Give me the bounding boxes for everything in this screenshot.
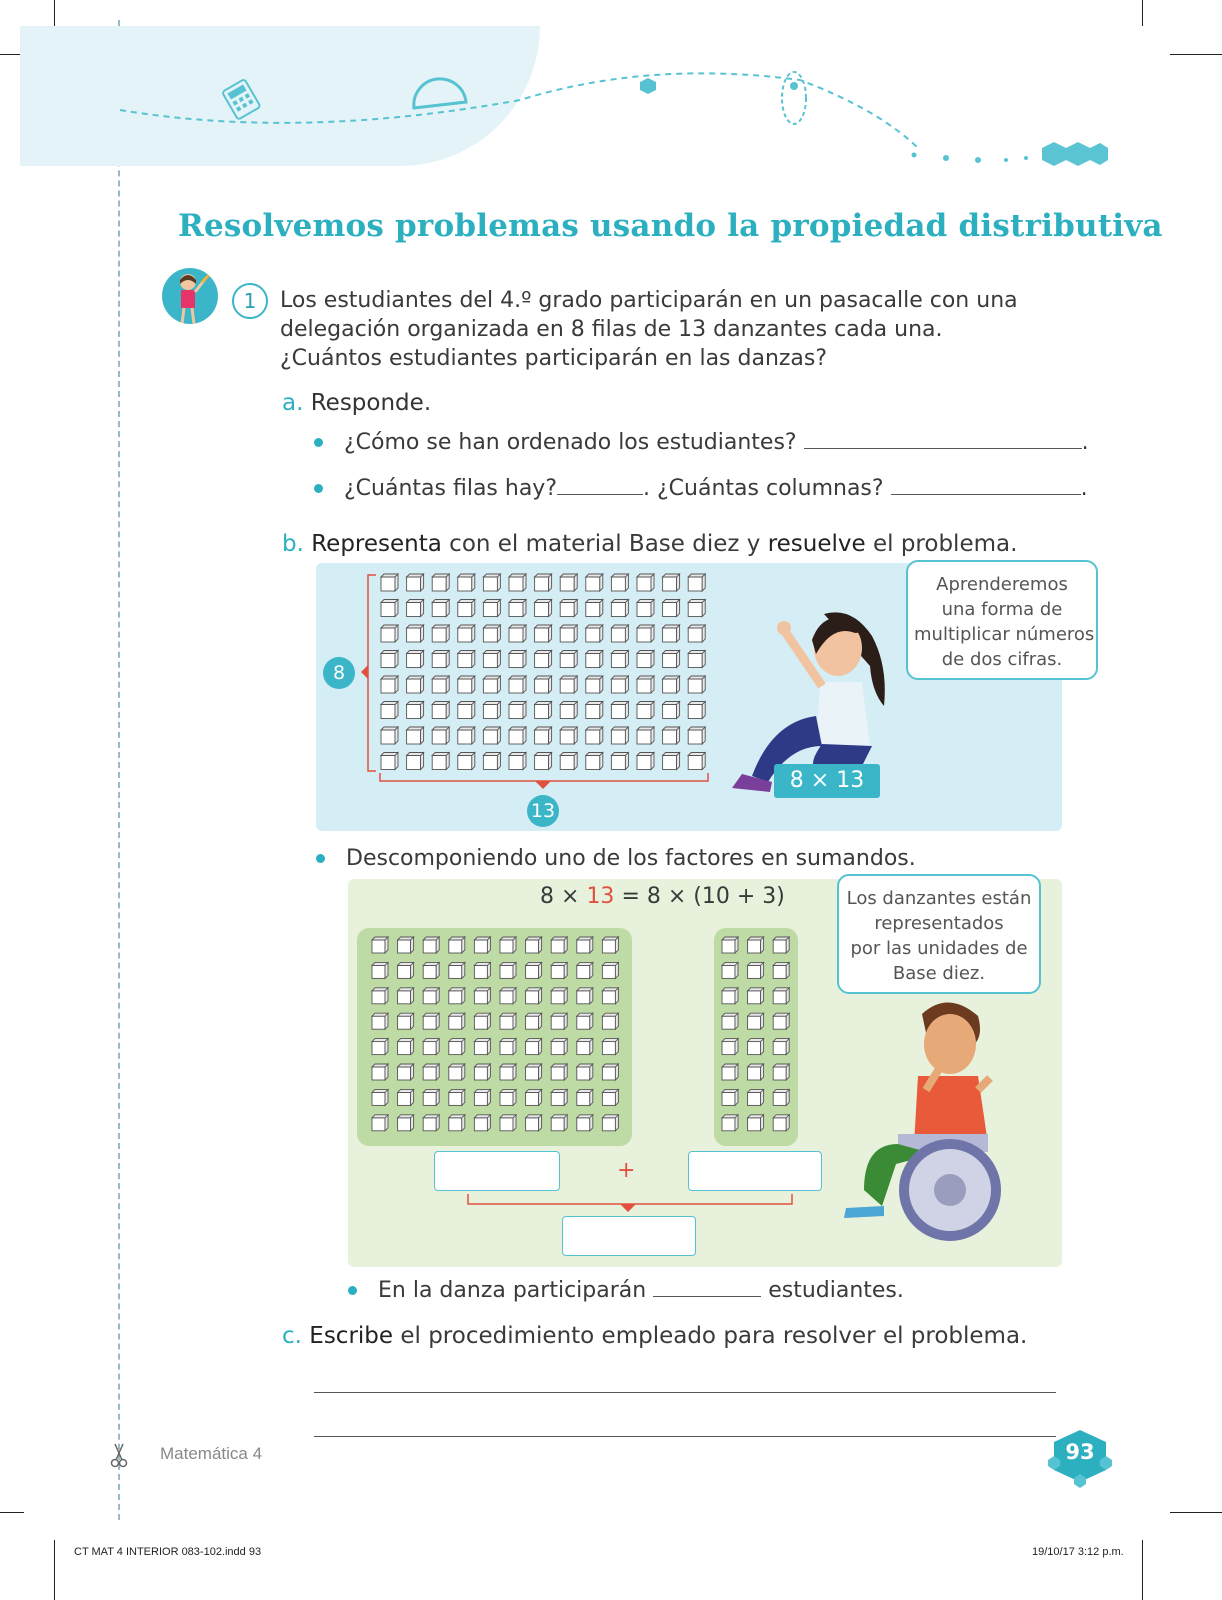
sum-bracket <box>460 1192 800 1216</box>
unit-cube <box>381 702 398 719</box>
bubble-line: por las unidades de <box>850 938 1028 959</box>
unit-cube <box>663 651 680 668</box>
unit-cube <box>407 574 424 591</box>
part-letter: c. <box>282 1323 302 1349</box>
unit-cube <box>551 1039 567 1055</box>
unit-cube <box>773 962 789 978</box>
unit-cube <box>773 1039 789 1055</box>
unit-cube <box>577 937 593 953</box>
columns-arrow <box>535 781 551 789</box>
unit-cube <box>535 676 552 693</box>
print-slug-file: CT MAT 4 INTERIOR 083-102.indd 93 <box>74 1546 262 1558</box>
unit-cube <box>432 727 449 744</box>
columns-label: 13 <box>527 795 559 827</box>
unit-cube <box>372 1064 388 1080</box>
unit-cube <box>500 988 516 1004</box>
scissors-icon <box>110 1442 128 1468</box>
unit-cube <box>381 625 398 642</box>
bullet <box>316 854 325 863</box>
unit-cube <box>474 988 490 1004</box>
unit-cube <box>560 727 577 744</box>
target-icon <box>782 72 806 124</box>
unit-cube <box>637 753 654 770</box>
part-verb-suffix: . <box>423 390 432 416</box>
unit-cube <box>535 600 552 617</box>
unit-cube <box>432 600 449 617</box>
unit-cube <box>526 962 542 978</box>
crop-mark <box>54 1540 55 1600</box>
unit-cube <box>474 1039 490 1055</box>
unit-cube <box>381 727 398 744</box>
writing-line[interactable] <box>314 1436 1056 1437</box>
unit-cube <box>722 1089 738 1105</box>
unit-cube <box>722 962 738 978</box>
unit-cube <box>407 753 424 770</box>
unit-cube <box>748 962 764 978</box>
unit-cube <box>381 574 398 591</box>
bubble-line: Los danzantes están <box>846 888 1032 909</box>
unit-cube <box>372 1089 388 1105</box>
unit-cube <box>526 1013 542 1029</box>
part-text: el problema. <box>865 531 1018 557</box>
bullet <box>348 1286 357 1295</box>
result-sentence <box>378 1276 904 1305</box>
unit-cube <box>483 625 500 642</box>
result-text: estudiantes. <box>768 1278 904 1303</box>
equation-factor: 13 <box>586 884 615 909</box>
multiplication-tag: 8 × 13 <box>774 764 880 798</box>
unit-cube <box>535 702 552 719</box>
protractor-icon <box>414 79 466 108</box>
unit-cube <box>577 988 593 1004</box>
unit-cube <box>458 727 475 744</box>
student-avatar <box>162 268 218 324</box>
unit-cube <box>748 1039 764 1055</box>
unit-cube <box>637 727 654 744</box>
part-verb: Representa <box>311 531 442 557</box>
equation-part: 8 × <box>540 884 580 909</box>
unit-cube <box>535 727 552 744</box>
unit-cube <box>551 937 567 953</box>
rows-label: 8 <box>323 657 355 689</box>
crop-mark <box>1142 1540 1143 1600</box>
book-subject: Matemática 4 <box>160 1444 263 1463</box>
unit-cube <box>637 574 654 591</box>
unit-cube <box>748 988 764 1004</box>
unit-cube <box>474 1013 490 1029</box>
unit-cube <box>398 1089 414 1105</box>
unit-cube <box>407 676 424 693</box>
unit-cube <box>526 1039 542 1055</box>
unit-cube <box>500 1089 516 1105</box>
unit-cube <box>500 937 516 953</box>
unit-cube <box>509 702 526 719</box>
unit-cube <box>474 962 490 978</box>
period: . <box>1080 476 1088 501</box>
cube-icon <box>640 78 656 94</box>
decompose-instruction: Descomponiendo uno de los factores en sumandos. <box>346 846 916 871</box>
unit-cube <box>483 600 500 617</box>
unit-cube <box>663 676 680 693</box>
plus-sign: + <box>617 1158 636 1183</box>
unit-cube <box>577 1013 593 1029</box>
unit-cube <box>509 600 526 617</box>
unit-cube <box>500 962 516 978</box>
bullet <box>314 484 323 493</box>
unit-cube <box>474 937 490 953</box>
answer-blank-columns[interactable] <box>891 475 1081 495</box>
unit-cube <box>526 937 542 953</box>
unit-cube <box>398 937 414 953</box>
unit-cube <box>663 625 680 642</box>
unit-cube <box>372 988 388 1004</box>
unit-cube <box>398 988 414 1004</box>
problem-number: 1 <box>232 283 268 319</box>
unit-cube <box>449 1039 465 1055</box>
unit-cube <box>586 702 603 719</box>
unit-cube <box>432 753 449 770</box>
unit-cube <box>551 1064 567 1080</box>
unit-cube <box>423 988 439 1004</box>
unit-cube <box>748 937 764 953</box>
unit-cube <box>560 676 577 693</box>
unit-cube <box>483 727 500 744</box>
unit-cube <box>458 651 475 668</box>
unit-cube <box>722 988 738 1004</box>
unit-cube <box>637 702 654 719</box>
unit-cube <box>407 702 424 719</box>
unit-cube <box>423 1064 439 1080</box>
unit-cube <box>688 727 705 744</box>
unit-cube <box>586 574 603 591</box>
unit-cube <box>509 651 526 668</box>
unit-cube <box>458 702 475 719</box>
unit-cube <box>602 1115 618 1131</box>
unit-cube <box>688 600 705 617</box>
unit-cube <box>586 676 603 693</box>
answer-blank-rows[interactable] <box>557 475 643 495</box>
unit-cube <box>449 988 465 1004</box>
unit-cube <box>560 753 577 770</box>
unit-cube <box>688 651 705 668</box>
unit-cube <box>663 574 680 591</box>
unit-cube <box>372 1115 388 1131</box>
unit-cube <box>722 1039 738 1055</box>
unit-cube <box>407 625 424 642</box>
unit-cube <box>423 1089 439 1105</box>
unit-cube <box>560 600 577 617</box>
cubes-icon <box>1042 142 1108 166</box>
unit-cube <box>423 1115 439 1131</box>
unit-cube <box>483 676 500 693</box>
unit-cube <box>509 574 526 591</box>
unit-cube <box>398 1039 414 1055</box>
unit-cube <box>611 574 628 591</box>
unit-cube <box>637 625 654 642</box>
unit-cube <box>748 1089 764 1105</box>
unit-cube <box>722 1064 738 1080</box>
unit-cube <box>432 676 449 693</box>
unit-cube <box>500 1013 516 1029</box>
unit-cube <box>577 962 593 978</box>
unit-cube <box>483 753 500 770</box>
crop-mark <box>0 1512 24 1513</box>
bubble-line: una forma de <box>941 599 1063 620</box>
unit-cube <box>483 574 500 591</box>
unit-cube <box>773 1089 789 1105</box>
unit-cube <box>611 676 628 693</box>
unit-cube <box>474 1064 490 1080</box>
question-text: ¿Cómo se han ordenado los estudiantes? <box>344 430 797 455</box>
answer-box-tens[interactable] <box>434 1151 560 1191</box>
unit-cube <box>483 651 500 668</box>
part-verb: Escribe <box>309 1323 394 1349</box>
unit-cube <box>458 753 475 770</box>
unit-cube <box>398 1013 414 1029</box>
unit-cube <box>535 574 552 591</box>
unit-cube <box>372 1013 388 1029</box>
unit-cube <box>577 1039 593 1055</box>
unit-cube <box>535 625 552 642</box>
unit-cube <box>432 651 449 668</box>
unit-cube <box>611 625 628 642</box>
bullet <box>314 438 323 447</box>
question-rows-columns <box>344 474 1088 503</box>
unit-cube <box>586 600 603 617</box>
speech-bubble-boy <box>837 874 1041 994</box>
rows-arrow <box>361 665 368 679</box>
unit-cube <box>722 937 738 953</box>
unit-cube <box>722 1115 738 1131</box>
part-letter: b. <box>282 531 304 557</box>
rows-bracket <box>368 575 376 771</box>
unit-cube <box>688 676 705 693</box>
unit-cube <box>449 1089 465 1105</box>
unit-cube <box>602 1013 618 1029</box>
answer-blank-total[interactable] <box>653 1277 761 1297</box>
unit-cube <box>372 1039 388 1055</box>
part-c-heading <box>282 1322 1027 1351</box>
period: . <box>643 476 650 501</box>
question-text: ¿Cuántas columnas? <box>657 476 884 501</box>
unit-cube <box>748 1013 764 1029</box>
unit-cube <box>773 1115 789 1131</box>
unit-cube <box>398 1064 414 1080</box>
unit-cube <box>560 625 577 642</box>
unit-cube <box>586 753 603 770</box>
unit-cube <box>602 937 618 953</box>
part-verb: resuelve <box>767 531 866 557</box>
unit-cube <box>407 600 424 617</box>
unit-cube <box>432 702 449 719</box>
unit-cube <box>551 1115 567 1131</box>
columns-bracket <box>380 773 708 781</box>
page-number: 93 <box>1065 1440 1095 1464</box>
unit-cube <box>551 962 567 978</box>
unit-cube <box>423 962 439 978</box>
unit-cube <box>526 988 542 1004</box>
calculator-icon <box>222 79 261 120</box>
part-text: con el material Base diez y <box>441 531 768 557</box>
problem-line: delegación organizada en 8 filas de 13 danzantes cada una. <box>280 317 943 342</box>
unit-cube <box>748 1064 764 1080</box>
unit-cube <box>509 753 526 770</box>
unit-cube <box>398 1115 414 1131</box>
question-arrangement <box>344 428 1089 457</box>
result-text: En la danza participarán <box>378 1278 647 1303</box>
page-title: Resolvemos problemas usando la propiedad distributiva <box>178 208 1163 244</box>
unit-cube <box>551 1089 567 1105</box>
bubble-line: multiplicar números <box>914 624 1095 645</box>
unit-cube <box>535 753 552 770</box>
unit-cube <box>577 1115 593 1131</box>
unit-cube <box>423 937 439 953</box>
unit-cube <box>500 1064 516 1080</box>
unit-cube <box>586 651 603 668</box>
bubble-line: Aprenderemos <box>936 574 1068 595</box>
unit-cube <box>483 702 500 719</box>
print-slug-date: 19/10/17 3:12 p.m. <box>1032 1546 1124 1558</box>
unit-cube <box>560 651 577 668</box>
unit-cube <box>663 753 680 770</box>
question-text: ¿Cuántas filas hay? <box>344 476 557 501</box>
unit-cube <box>748 1115 764 1131</box>
unit-cube <box>372 962 388 978</box>
unit-cube <box>688 753 705 770</box>
unit-cube <box>372 937 388 953</box>
unit-cube <box>637 676 654 693</box>
unit-cube <box>381 753 398 770</box>
unit-cube <box>663 727 680 744</box>
part-text: el procedimiento empleado para resolver el problema. <box>393 1323 1028 1349</box>
unit-cube <box>458 600 475 617</box>
unit-cubes-array <box>316 563 736 831</box>
unit-cube <box>577 1089 593 1105</box>
unit-cube <box>577 1064 593 1080</box>
unit-cube <box>449 1064 465 1080</box>
unit-cube <box>611 651 628 668</box>
unit-cube <box>407 727 424 744</box>
unit-cube <box>500 1115 516 1131</box>
unit-cube <box>432 625 449 642</box>
unit-cube <box>509 625 526 642</box>
unit-cube <box>663 600 680 617</box>
unit-cube <box>688 625 705 642</box>
equation-part: = 8 × (10 + 3) <box>621 884 785 909</box>
unit-cube <box>611 600 628 617</box>
unit-cube <box>773 937 789 953</box>
unit-cube <box>526 1115 542 1131</box>
unit-cube <box>381 600 398 617</box>
unit-cube <box>773 988 789 1004</box>
answer-blank-arrangement[interactable] <box>804 429 1082 449</box>
unit-cube <box>449 962 465 978</box>
problem-line: ¿Cuántos estudiantes participarán en las danzas? <box>280 346 828 371</box>
unit-cube <box>611 753 628 770</box>
header-decoration <box>0 0 1222 200</box>
unit-cube <box>722 1013 738 1029</box>
unit-cube <box>449 1115 465 1131</box>
unit-cube <box>773 1013 789 1029</box>
unit-cube <box>773 1064 789 1080</box>
unit-cube <box>423 1013 439 1029</box>
unit-cube <box>423 1039 439 1055</box>
unit-cube <box>449 937 465 953</box>
part-letter: a. <box>282 390 304 416</box>
unit-cube <box>586 727 603 744</box>
unit-cube <box>663 702 680 719</box>
writing-line[interactable] <box>314 1392 1056 1393</box>
unit-cube <box>688 574 705 591</box>
unit-cube <box>688 702 705 719</box>
unit-cube <box>611 727 628 744</box>
unit-cube <box>381 676 398 693</box>
unit-cube <box>458 574 475 591</box>
unit-cube <box>586 625 603 642</box>
unit-cube <box>551 1013 567 1029</box>
unit-cube <box>602 1039 618 1055</box>
problem-line: Los estudiantes del 4.º grado participarán en un pasacalle con una <box>280 288 1018 313</box>
unit-cube <box>432 574 449 591</box>
crop-mark <box>1170 1512 1222 1513</box>
unit-cube <box>509 727 526 744</box>
unit-cube <box>449 1013 465 1029</box>
unit-cube <box>458 625 475 642</box>
unit-cube <box>602 1064 618 1080</box>
unit-cube <box>474 1115 490 1131</box>
unit-cube <box>526 1089 542 1105</box>
decomposed-cubes <box>348 879 818 1159</box>
part-a-heading <box>282 389 431 418</box>
bubble-line: Base diez. <box>892 963 986 984</box>
unit-cube <box>509 676 526 693</box>
unit-cube <box>560 702 577 719</box>
unit-cube <box>381 651 398 668</box>
answer-box-units[interactable] <box>688 1151 822 1191</box>
girl-illustration <box>162 268 218 324</box>
unit-cube <box>500 1039 516 1055</box>
unit-cube <box>551 988 567 1004</box>
answer-box-total[interactable] <box>562 1216 696 1256</box>
bubble-line: de dos cifras. <box>941 649 1063 670</box>
boy-wheelchair-illustration <box>838 994 1028 1244</box>
speech-bubble-girl <box>906 560 1098 680</box>
unit-cube <box>560 574 577 591</box>
unit-cube <box>398 962 414 978</box>
unit-cube <box>526 1064 542 1080</box>
bubble-line: representados <box>874 913 1004 934</box>
unit-cube <box>535 651 552 668</box>
unit-cube <box>602 988 618 1004</box>
period: . <box>1081 430 1089 455</box>
unit-cube <box>602 962 618 978</box>
unit-cube <box>407 651 424 668</box>
unit-cube <box>474 1089 490 1105</box>
cut-guide-line <box>118 20 120 1520</box>
part-b-heading <box>282 530 1017 559</box>
unit-cube <box>611 702 628 719</box>
unit-cube <box>602 1089 618 1105</box>
unit-cube <box>637 651 654 668</box>
unit-cube <box>637 600 654 617</box>
part-verb: Responde <box>310 390 424 416</box>
unit-cube <box>458 676 475 693</box>
